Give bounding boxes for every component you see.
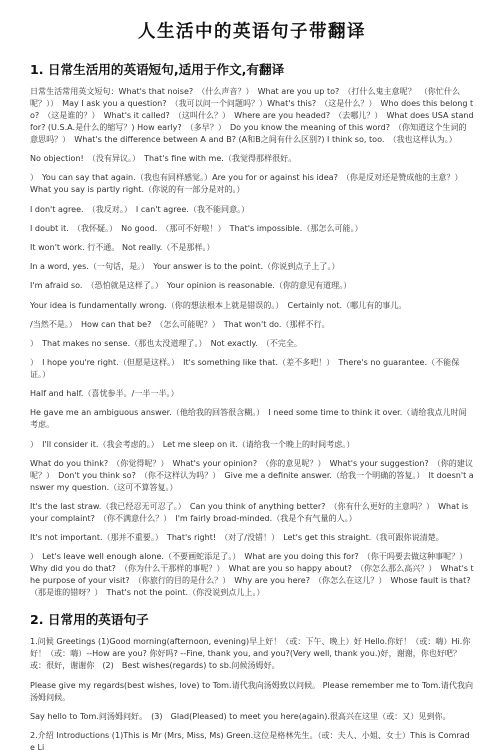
paragraph: I'm afraid so. （恐怕就是这样了。） Your opinion is reasonable.（你的意见有道理。）	[30, 281, 352, 291]
paragraph: He gave me an ambiguous answer.（他给我的回答很含糊。） I need some time to think it over.（请给我点儿时间考虑。	[30, 408, 467, 430]
paragraph: ） Let's leave well enough alone.（不要画蛇添足了。） What are you doing this for? （你干吗要去做这种事呢？） Why did you do that? （你为什么干那样的事呢？） What are you so happy about? （你怎么那么高兴？） What's the purpose of your visit? （你旅行的目的是什么？） Why are you here? （你怎么在这儿？） Whose fault is that? （那是谁的错呀？） That's not the point.（你没说到点儿上。）	[30, 552, 479, 598]
paragraph: Please give my regards(best wishes, love) to Tom.请代我向汤姆致以问候。 Please remember me to Tom.请代我向汤姆问候。	[30, 680, 473, 702]
paragraph: 1.问候 Greetings (1)Good morning(afternoon, evening)早上好！（或：下午、晚上）好 Hello.你好！（或：嗨）Hi.你好！（或：嗨）--How are you? 你好吗? --Fine, thank you, and you?(Very well, thank you.)好，谢谢，你也好吧？或：很好，谢谢你 (2) Best wishes(regards) to sb.问候汤姆好。	[30, 637, 471, 671]
section-body-1	[30, 86, 479, 599]
document-title: 人生活中的英语句子带翻译	[138, 22, 366, 42]
paragraph: It's not important.（那并不重要。） That's right! （对了/没错！） Let's get this straight.（我可跟你说清楚。	[30, 533, 444, 543]
paragraph: ） That makes no sense.（那也太没道理了。） Not exactly. （不完全。	[30, 338, 302, 348]
section-body-2	[30, 636, 474, 754]
paragraph: Your idea is fundamentally wrong.（你的想法根本上就是错误的。） Certainly not.（哪儿有的事儿。	[30, 300, 407, 310]
paragraph: ） You can say that again.（我也有同样感觉。）Are you for or against his idea? （你是反对还是赞成他的主意？） What you say is partly right.（你说的有一部分是对的。）	[30, 173, 467, 195]
paragraph: It's the last straw.（我已经忍无可忍了。） Can you think of anything better? （你有什么更好的主意吗？） What is your complaint? （你不满意什么？） I'm fairly broad-minded.（我是个有气量的人。）	[30, 502, 469, 523]
paragraph: In a word, yes.（一句话，是。） Your answer is to the point.（你说到点子上了。）	[30, 262, 340, 272]
paragraph: /当然不是。） How can that be? （怎么可能呢？） That won't do.（那样不行。	[30, 319, 330, 329]
paragraph: Say hello to Tom.问汤姆问好。 (3) Glad(Pleased) to meet you here(again).很高兴在这里（或：又）见到你。	[30, 711, 451, 721]
paragraph: 2.介绍 Introductions (1)This is Mr (Mrs, Miss, Ms) Green.这位是格林先生。（或：夫人、小姐、女士）This is Comrade Li	[30, 730, 470, 752]
paragraph: ） I'll consider it.（我会考虑的。） Let me sleep on it.（请给我一个晚上的时间考虑。）	[30, 439, 355, 449]
paragraph: What do you think? （你觉得呢？） What's your opinion? （你的意见呢？） What's your suggestion? （你的建议呢？） Don't you think so? （你不这样认为吗？） Give me a definite answer.（给我一个明确的答复。） It doesn't answer my question.（这可不算答复。）	[30, 458, 474, 492]
section-heading-1: 1. 日常生活用的英语短句,适用于作文,有翻译	[30, 62, 285, 77]
section-heading-2: 2. 日常用的英语句子	[30, 612, 149, 628]
paragraph: No objection! （没有异议。） That's fine with me.（我觉得那样很好。	[30, 154, 297, 164]
paragraph: ） I hope you're right.（但愿是这样。） It's something like that.（差不多吧！） There's no guarantee.（不能保证。）	[30, 358, 460, 380]
paragraph: I doubt it. （我怀疑。） No good. （那可不好啦！） That's impossible.（那怎么可能。）	[30, 223, 363, 233]
paragraph: 日常生活常用英文短句：What's that noise? （什么声音？） What are you up to? （打什么鬼主意呢？ （你忙什么呢？）） May I ask you a question? （我可以问一个问题吗？）What's this? （这是什么？） Who does this belong to? （这是谁的？） What's it called? （这叫什么？） Where are you headed? （去哪儿？） What does USA stand for? (U.S.A.是什么的缩写？) How early? （多早？） Do you know the meaning of this word? （你知道这个生词的意思吗？） What's the difference between A and B? (A和B之间有什么区别?) I think so, too. （我也这样认为。）	[30, 87, 474, 144]
paragraph: I don't agree. （我反对。） I can't agree.（我不能同意。）	[30, 204, 250, 214]
paragraph: Half and half.（喜忧参半。/一半一半。）	[30, 389, 179, 399]
paragraph: It won't work. 行不通。 Not really.（不是那样。）	[30, 242, 215, 252]
